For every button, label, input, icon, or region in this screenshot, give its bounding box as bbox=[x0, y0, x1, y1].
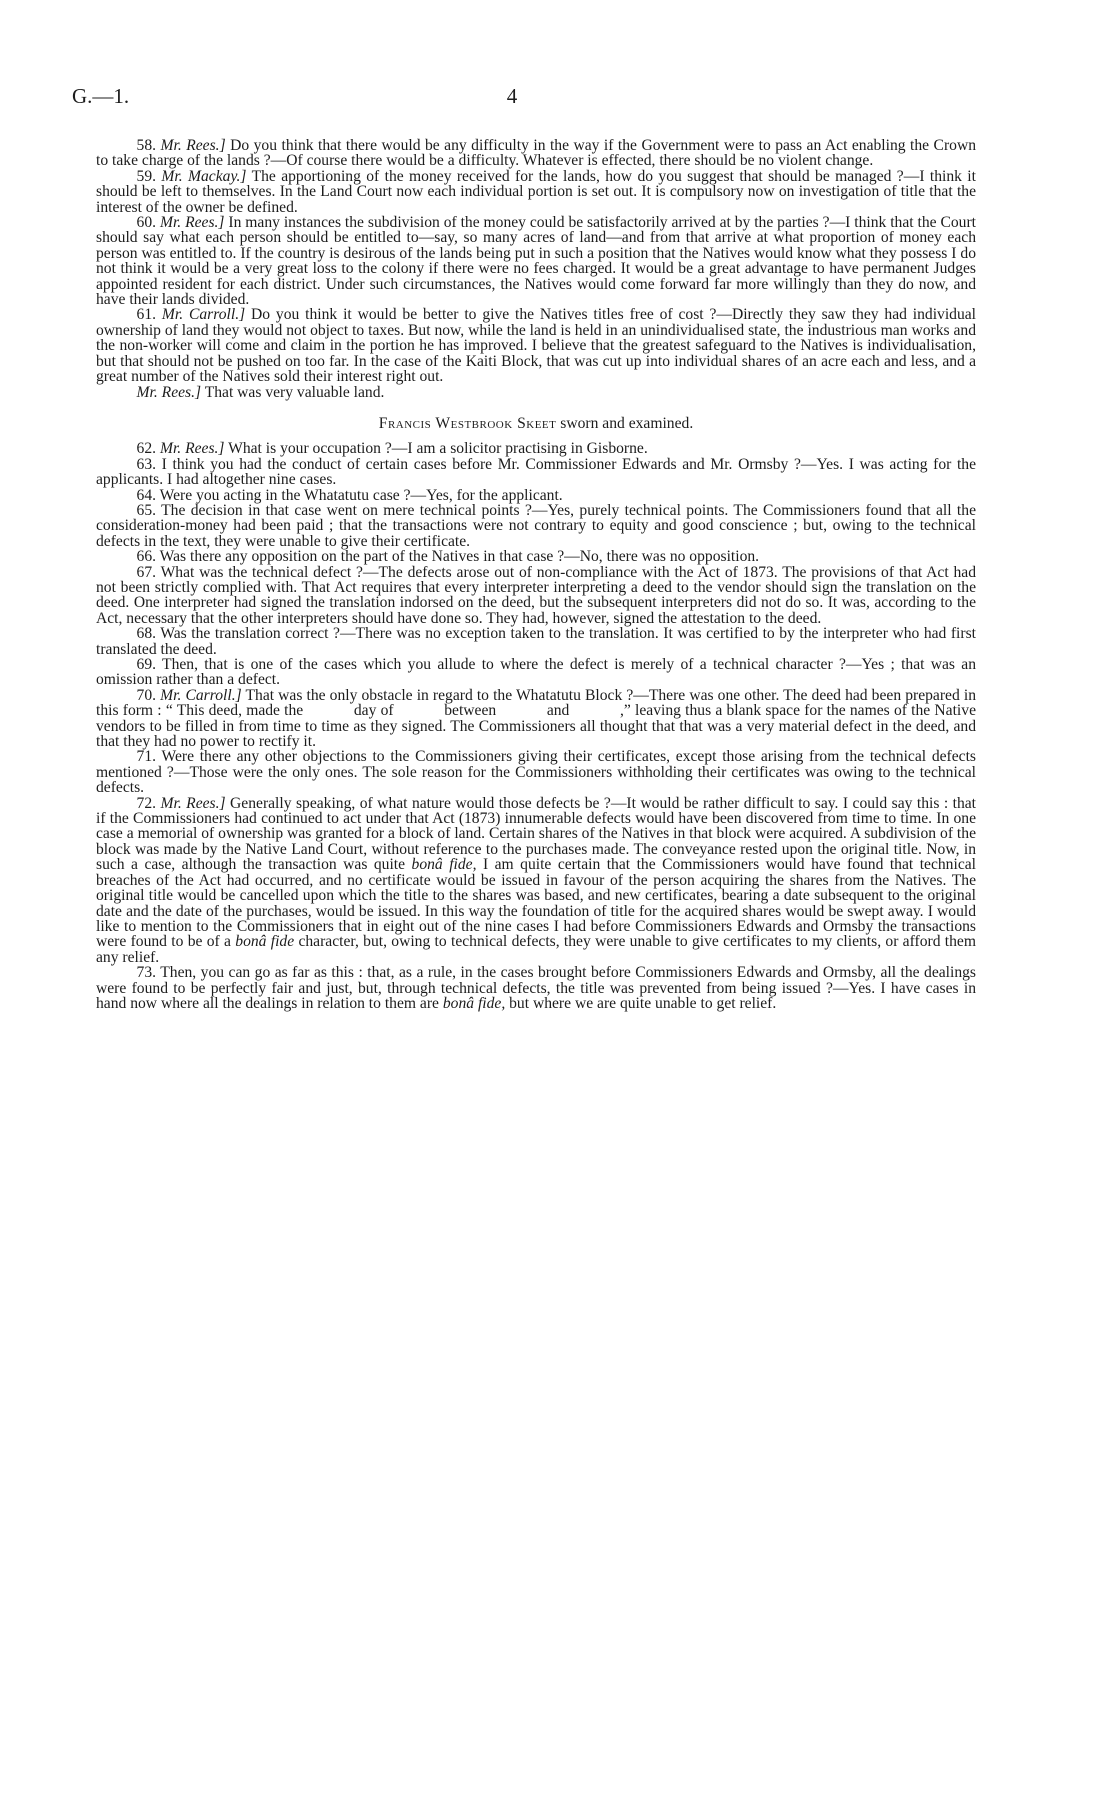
paragraph-text: That was the only obstacle in regard to the Whatatutu Block ?—There was one other. The deed had been prepared in this form : “ This deed, made the day of between and ,” leaving thus a blank space for the names of the Native vendors to be filled in from time to time as they signed. The Commissioners all thought that that was a very material defect in the deed, and that they had no power to rectify it. bbox=[96, 686, 980, 751]
paragraph-70 bbox=[96, 686, 980, 751]
question-number: 72. bbox=[136, 794, 157, 812]
paragraph-text: Were there any other objections to the Commissioners giving their certificates, except those arising from the technical defects mentioned ?—Those were the only ones. The sole reason for the Commissioners withholding their certificates was owing to the technical defects. bbox=[96, 748, 976, 797]
speaker: Mr. Mackay.] bbox=[161, 167, 247, 185]
question-number: 73. bbox=[136, 964, 157, 982]
question-number: 63. bbox=[136, 455, 157, 473]
paragraph-text: Were you acting in the Whatatutu case ?—Yes, for the applicant. bbox=[156, 486, 563, 504]
speaker: Mr. Rees.] bbox=[159, 214, 225, 232]
question-number: 65. bbox=[136, 501, 157, 519]
paragraph-text: Do you think it would be better to give the Natives titles free of cost ?—Directly they saw they had individual ownership of land they would not object to taxes. But now, while the land is held in an unindividualised state, the industrious man works and the non-worker will come and claim in the portion he has improved. I believe that the greatest safeguard to the Natives is individualisation, but that should not be pushed on too far. In the case of the Kaiti Block, that was cut up into individual shares of an acre each and less, and a great number of the Natives sold their interest right out. bbox=[96, 306, 977, 386]
paragraph-73 bbox=[96, 965, 976, 1011]
latin-phrase: bonâ fide bbox=[235, 933, 295, 951]
paragraph-61 bbox=[96, 307, 976, 384]
speaker: Mr. Rees.] bbox=[160, 794, 226, 812]
question-number: 70. bbox=[136, 686, 157, 704]
paragraph-65 bbox=[96, 503, 976, 549]
paragraph-66 bbox=[96, 549, 976, 564]
paragraph-text: Then, that is one of the cases which you allude to where the defect is merely of a technical character ?—Yes ; that was an omission rather than a defect. bbox=[96, 656, 976, 689]
document-reference: G.—1. bbox=[72, 84, 130, 108]
question-number: 67. bbox=[136, 563, 157, 581]
paragraph-text: The apportioning of the money received for the lands, how do you suggest that should be managed ?—I think it should be left to themselves. In the Land Court now each individual portion is set out. It is compulsory now on investigation of title that the interest of the owner be defined. bbox=[96, 167, 976, 216]
question-number: 61. bbox=[136, 306, 157, 324]
question-number: 58. bbox=[136, 137, 157, 154]
question-number: 64. bbox=[136, 486, 157, 504]
paragraph-text: Was the translation correct ?—There was no exception taken to the translation. It was certified to by the interpreter who had first translated the deed. bbox=[96, 625, 976, 658]
question-number: 66. bbox=[136, 548, 157, 566]
paragraph-text: I think you had the conduct of certain cases before Mr. Commissioner Edwards and Mr. Ormsby ?—Yes. I was acting for the applicants. I had altogether nine cases. bbox=[96, 455, 976, 489]
paragraph-text: Was there any opposition on the part of the Natives in that case ?—No, there was no opposition. bbox=[156, 548, 760, 566]
question-number: 71. bbox=[136, 748, 157, 766]
page-header bbox=[72, 84, 952, 114]
paragraph-68 bbox=[96, 626, 976, 657]
paragraph-remark bbox=[96, 385, 976, 400]
paragraph-62 bbox=[96, 441, 976, 456]
paragraph-60 bbox=[96, 215, 976, 307]
paragraph-72 bbox=[96, 796, 976, 965]
speaker: Mr. Rees.] bbox=[136, 383, 202, 401]
paragraph-text-continued: I am quite certain that the Commissioners would have found that technical breaches of the Act had occurred, and no certificate would be issued in favour of the person acquiring the shares from the Natives. The original title would be cancelled upon which the title to the shares was based, and new certificates, bearing a date subsequent to the original date and the date of the purchases, would be issued. In this way the foundation of title for the acquired shares would be swept away. I would like to mention to the Commissioners that in eight out of the nine cases I had before Commissioners Edwards and Ormsby the transactions were found to be of a bbox=[96, 856, 976, 951]
latin-phrase: bonâ fide, bbox=[442, 994, 506, 1012]
paragraph-text: Do you think that there would be any difficulty in the way if the Government were to pass an Act enabling the Crown to take charge of the lands ?—Of course there would be a difficulty. Whatever is effected, there should be no violent change. bbox=[96, 137, 977, 170]
witness-heading bbox=[96, 416, 976, 431]
witness-name: Francis Westbrook Skeet bbox=[378, 414, 557, 432]
paragraph-text-end: character, but, owing to technical defects, they were unable to give certificates to my clients, or afford them any relief. bbox=[96, 933, 976, 966]
paragraph-text: What was the technical defect ?—The defects arose out of non-compliance with the Act of 1873. The provisions of that Act had not been strictly complied with. That Act requires that every interpreter interpreting a deed to the vendor should sign the translation on the deed. One interpreter had signed the translation indorsed on the deed, but the subsequent interpreters did not do so. It was, according to the Act, necessary that the other interpreters should have done so. They had, however, signed the attestation to the deed. bbox=[96, 563, 976, 627]
paragraph-text: Generally speaking, of what nature would those defects be ?—It would be rather difficult to say. I could say this : that if the Commissioners had continued to act under that Act (1873) innumerable defects would have been discovered from time to time. In one case a memorial of ownership was granted for a block of land. Certain shares of the Natives in that block were acquired. A subdivision of the block was made by the Native Land Court, without reference to the purchases made. The conveyance rested upon the original title. Now, in such a case, although the transaction was quite bbox=[96, 794, 977, 874]
speaker: Mr. Rees.] bbox=[159, 440, 225, 458]
speaker: Mr. Carroll.] bbox=[161, 306, 246, 324]
speaker: Mr. Carroll.] bbox=[160, 686, 242, 704]
paragraph-69 bbox=[96, 657, 976, 688]
question-number: 69. bbox=[136, 656, 157, 673]
speaker: Mr. Rees.] bbox=[160, 137, 226, 154]
witness-heading-rest: sworn and examined. bbox=[556, 414, 694, 432]
paragraph-text-end: but where we are quite unable to get relief. bbox=[505, 994, 777, 1012]
latin-phrase: bonâ fide, bbox=[411, 856, 477, 874]
paragraph-text: What is your occupation ?—I am a solicitor practising in Gisborne. bbox=[224, 440, 648, 458]
paragraph-71 bbox=[96, 749, 976, 795]
paragraph-59 bbox=[96, 169, 976, 215]
paragraph-text: That was very valuable land. bbox=[201, 383, 385, 401]
question-number: 59. bbox=[136, 167, 157, 185]
question-number: 60. bbox=[136, 214, 157, 232]
paragraph-64 bbox=[96, 488, 976, 503]
page-number: 4 bbox=[506, 84, 518, 108]
paragraph-text: In many instances the subdivision of the money could be satisfactorily arrived at by the parties ?—I think that the Court should say what each person should be entitled to—say, so many acres of land—and from that arrive at what proportion of money each person was entitled to. If the country is desirous of the lands being put in such a position that the Natives would know what they possess I do not think it would be a very great loss to the colony if there were no fees charged. It would be a great advantage to have permanent Judges appointed resident for each district. Under such circumstances, the Natives would come forward far more willingly than they do now, and have their lands divided. bbox=[96, 214, 976, 309]
paragraph-58 bbox=[96, 138, 976, 169]
paragraph-67 bbox=[96, 565, 976, 627]
paragraph-text: The decision in that case went on mere technical points ?—Yes, purely technical points. The Commissioners found that all the consideration-money had been paid ; that the transactions were not contrary to equity and good conscience ; but, owing to the technical defects in the text, they were unable to give their certificate. bbox=[96, 501, 976, 550]
document-body bbox=[96, 137, 980, 1012]
question-number: 68. bbox=[136, 625, 157, 643]
paragraph-63 bbox=[96, 457, 976, 488]
paragraph-text: Then, you can go as far as this : that, as a rule, in the cases brought before Commissioners Edwards and Ormsby, all the dealings were found to be perfectly fair and just, but, through technical defects, the title was prevented from being issued ?—Yes. I have cases in hand now where all the dealings in relation to them are bbox=[96, 964, 976, 1012]
question-number: 62. bbox=[136, 440, 157, 458]
